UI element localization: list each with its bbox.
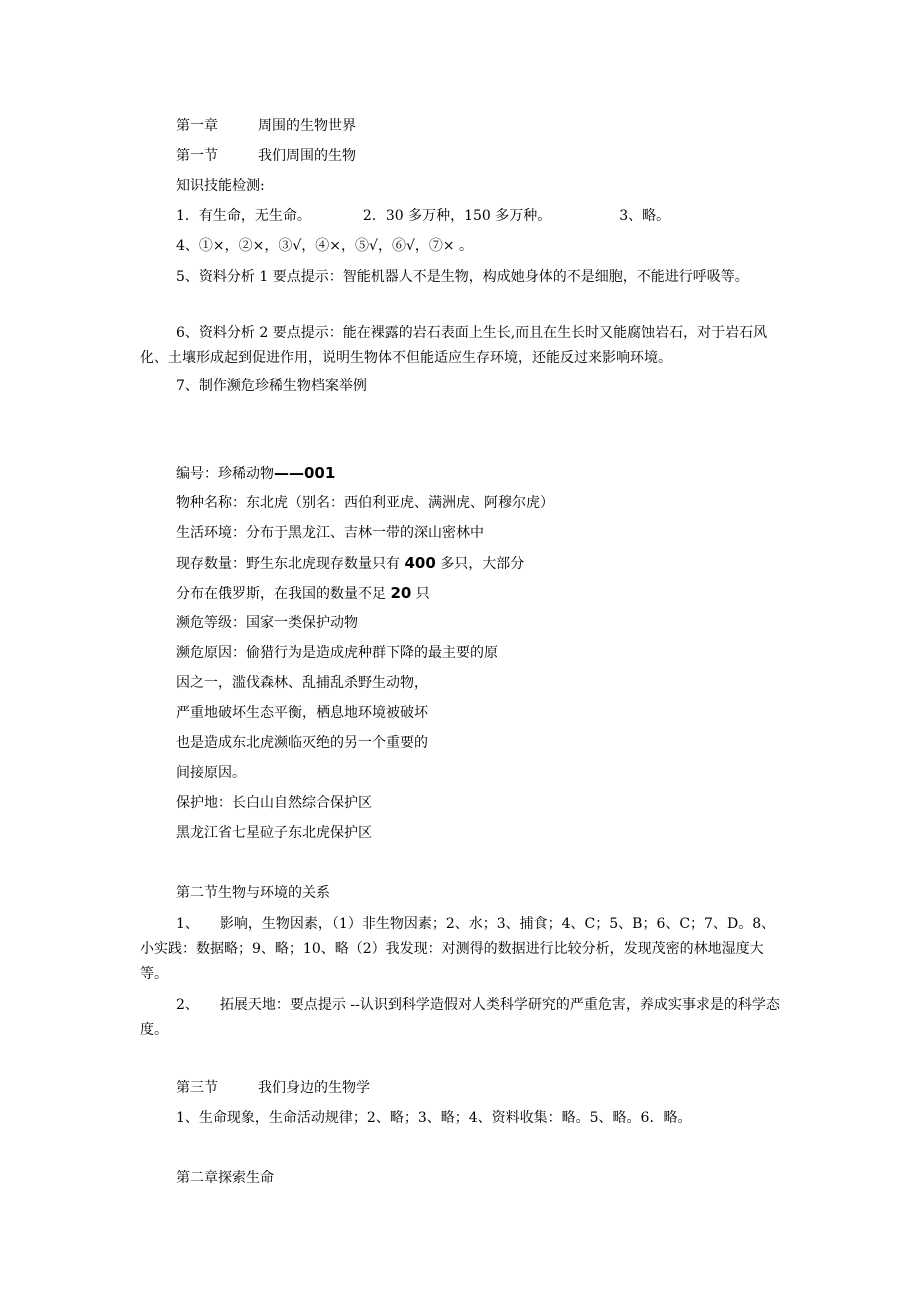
section2-item-2: 2、 拓展天地：要点提示 --认识到科学造假对人类科学研究的严重危害，养成实事求是的科学态度。 — [140, 997, 780, 1038]
population-number-400: 400 — [404, 554, 436, 572]
archive-id-label: 编号：珍稀动物 — [176, 466, 274, 482]
archive-reason-2: 因之一，滥伐森林、乱捕乱杀野生动物， — [176, 675, 428, 691]
section2-heading: 第二节生物与环境的关系 — [176, 885, 330, 901]
knowledge-check-label: 知识技能检测: — [176, 178, 265, 194]
answer-4: 4、①×，②×，③√，④×，⑤√，⑥√，⑦× 。 — [176, 238, 474, 254]
answer-7: 7、制作濒危珍稀生物档案举例 — [176, 378, 367, 394]
answer-1: 1．有生命，无生命。 — [176, 208, 311, 224]
answer-5: 5、资料分析 1 要点提示：智能机器人不是生物，构成她身体的不是细胞，不能进行呼吸等。 — [176, 269, 749, 285]
archive-habitat: 生活环境：分布于黑龙江、吉林一带的深山密林中 — [176, 525, 484, 541]
answer-6: 6、资料分析 2 要点提示：能在裸露的岩石表面上生长,而且在生长时又能腐蚀岩石，对于岩石风化、土壤形成起到促进作用，说明生物体不但能适应生存环境，还能反过来影响环境。 — [140, 325, 768, 366]
archive-level: 濒危等级：国家一类保护动物 — [176, 615, 358, 631]
chapter2-heading: 第二章探索生命 — [176, 1170, 274, 1186]
population-text-a: 现存数量：野生东北虎现存数量只有 — [176, 556, 405, 572]
section1-heading — [176, 147, 356, 165]
population-text-d: 只 — [411, 586, 430, 602]
population-text-c: 分布在俄罗斯，在我国的数量不足 — [176, 586, 391, 602]
archive-population-line-2 — [176, 584, 430, 602]
section1-title: 第一节 — [176, 148, 218, 164]
archive-id — [176, 464, 335, 482]
section2-item-1: 1、 影响，生物因素，（1）非生物因素；2、水；3、捕食；4、C；5、B；6、C；7、D。8、小实践：数据略；9、略；10、略（2）我发现：对测得的数据进行比较分析，发现茂密的林地湿度大等。 — [140, 916, 776, 982]
archive-reason-5: 间接原因。 — [176, 765, 246, 781]
archive-id-value: ——001 — [274, 464, 336, 482]
archive-reason-3: 严重地破坏生态平衡，栖息地环境被破坏 — [176, 705, 428, 721]
archive-protect-2: 黑龙江省七星砬子东北虎保护区 — [176, 825, 372, 841]
population-number-20: 20 — [390, 584, 412, 602]
chapter1-name: 周围的生物世界 — [258, 118, 356, 134]
section3-heading — [176, 1079, 370, 1097]
chapter1-title: 第一章 — [176, 118, 218, 134]
archive-reason-4: 也是造成东北虎濒临灭绝的另一个重要的 — [176, 735, 428, 751]
population-text-b: 多只，大部分 — [435, 556, 525, 572]
archive-protect-1: 保护地：长白山自然综合保护区 — [176, 795, 372, 811]
answer-3: 3、略。 — [619, 208, 671, 224]
answer-line-1-3 — [176, 207, 670, 225]
archive-species: 物种名称：东北虎（别名：西伯利亚虎、满洲虎、阿穆尔虎） — [176, 495, 554, 511]
section3-title: 第三节 — [176, 1080, 218, 1096]
archive-population-line-1 — [176, 554, 524, 572]
section1-name: 我们周围的生物 — [258, 148, 356, 164]
archive-reason-1: 濒危原因：偷猎行为是造成虎种群下降的最主要的原 — [176, 645, 498, 661]
section3-name: 我们身边的生物学 — [258, 1080, 370, 1096]
answer-2: 2．30 多万种，150 多万种。 — [362, 208, 552, 224]
chapter1-heading — [176, 117, 356, 135]
section3-item-1: 1、生命现象，生命活动规律；2、略；3、略；4、资料收集：略。5、略。6．略。 — [176, 1110, 692, 1126]
